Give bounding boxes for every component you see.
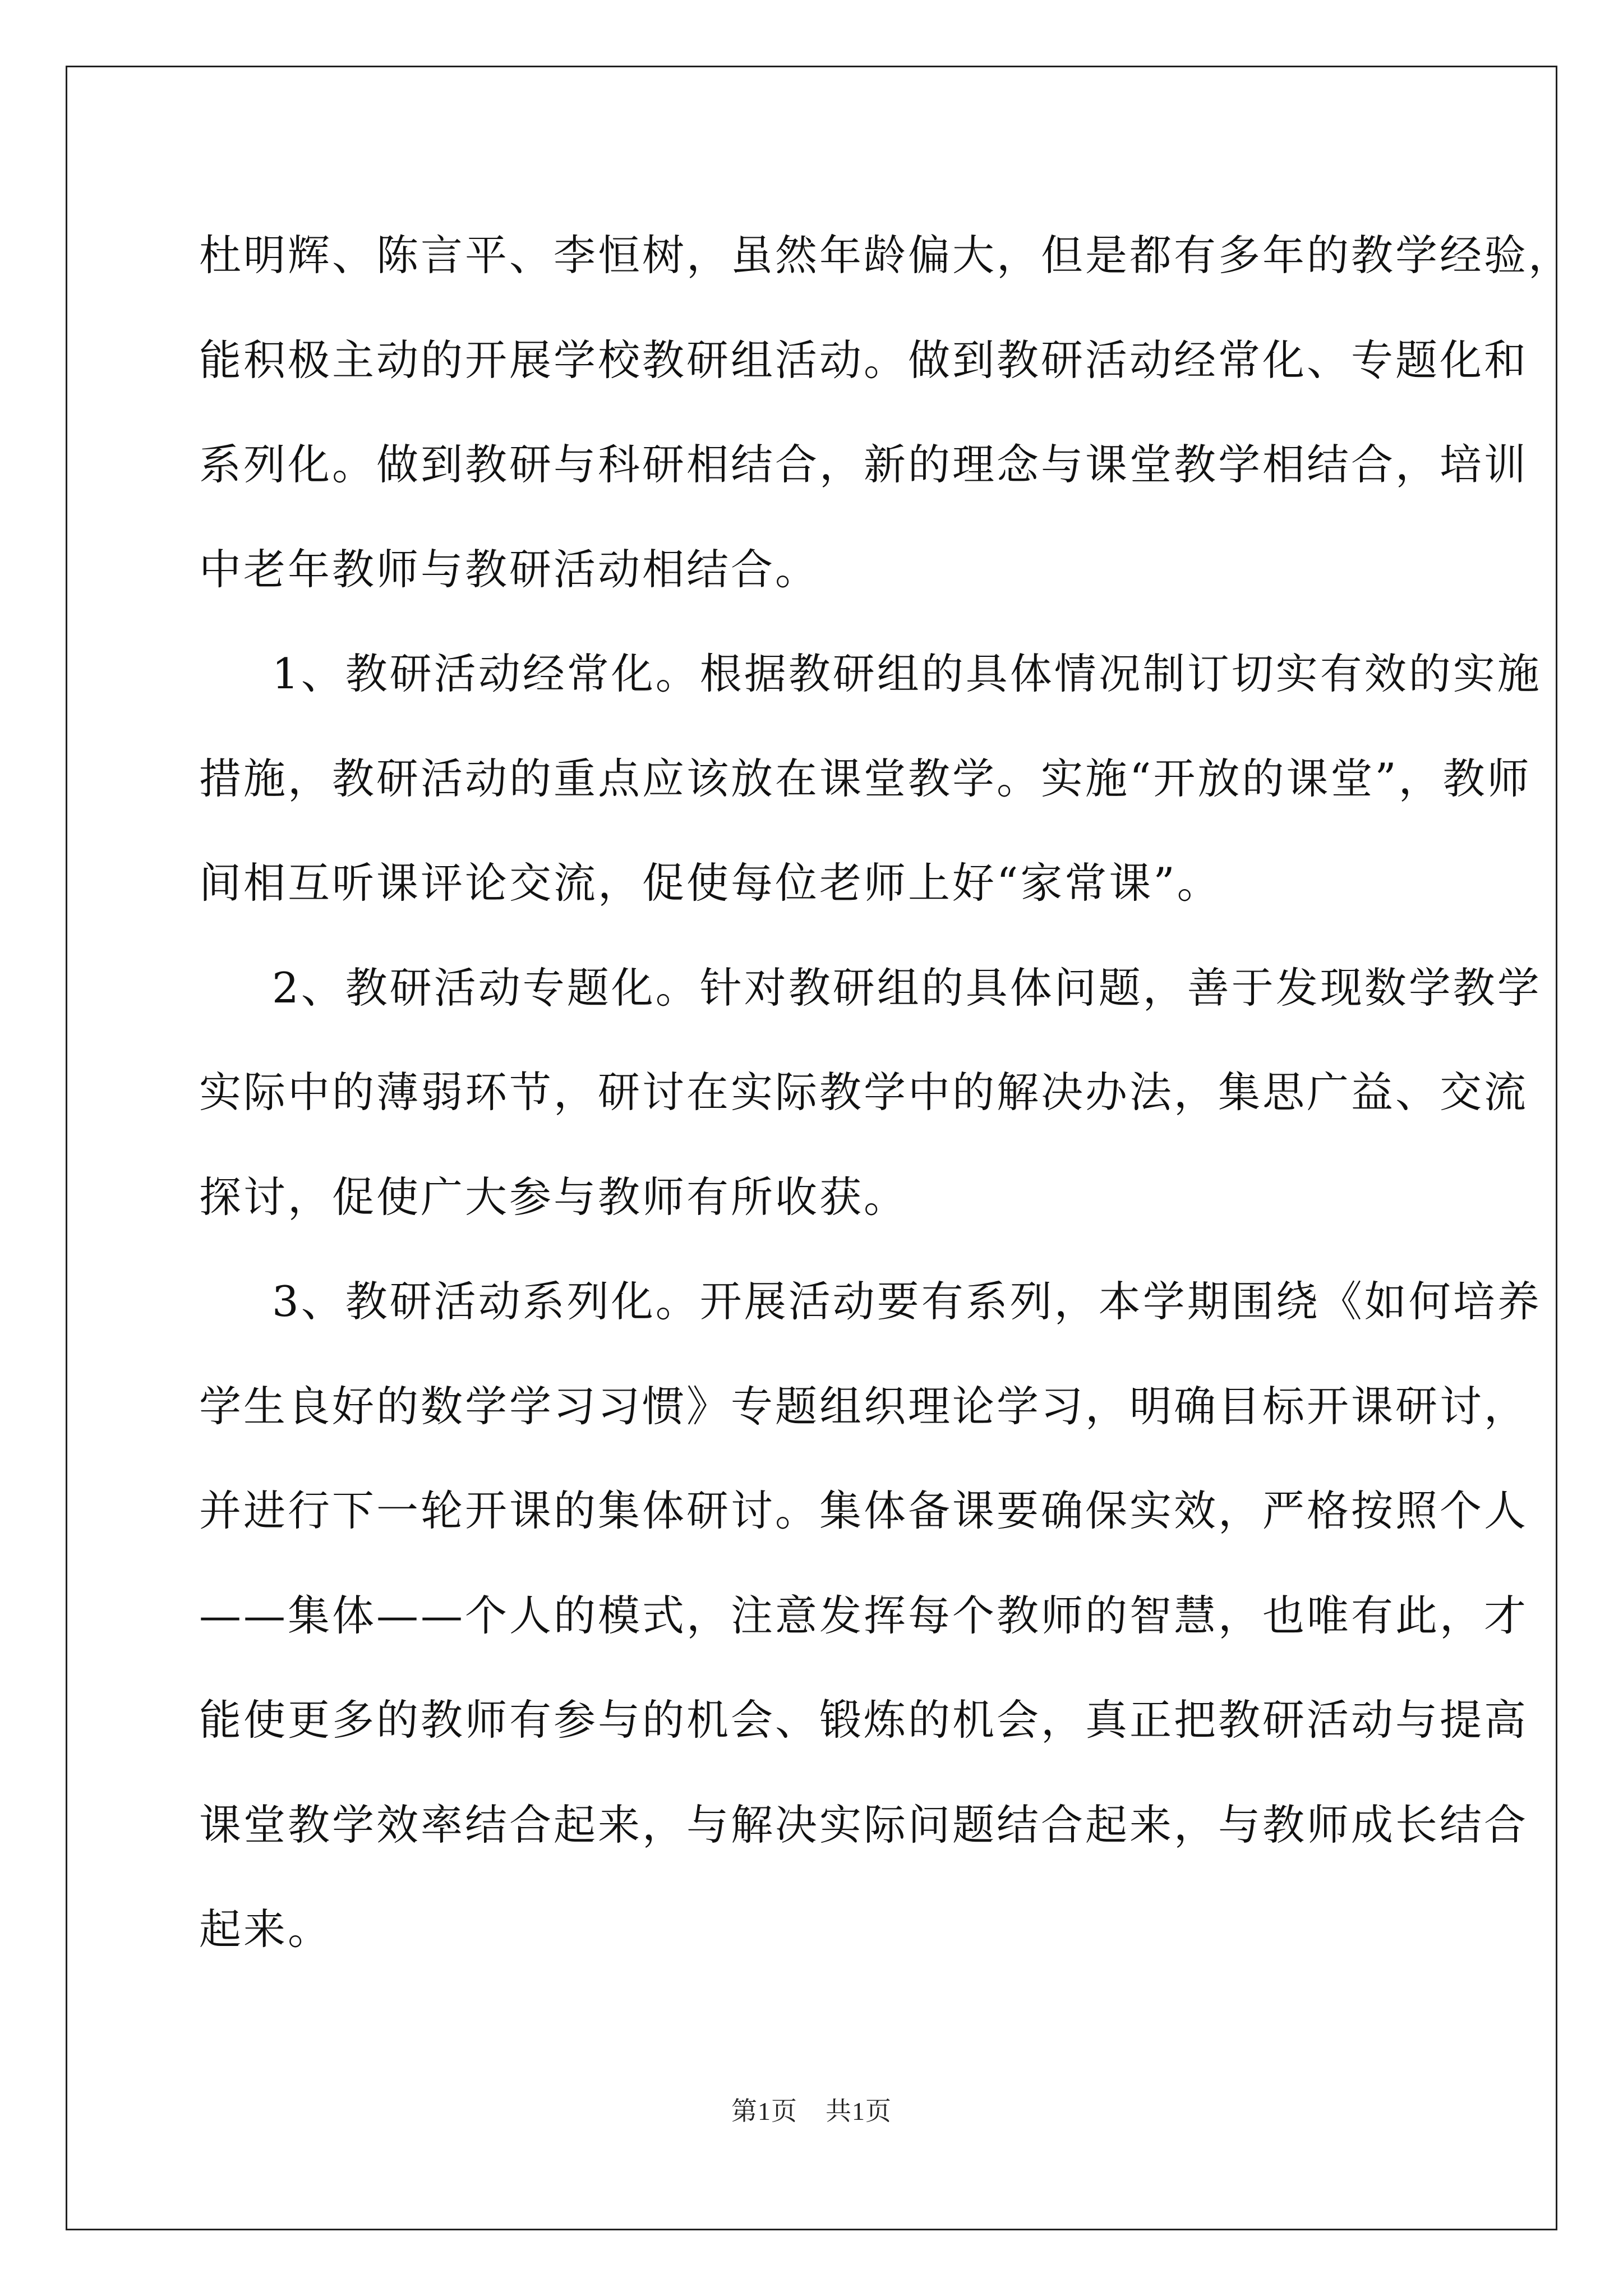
text-line: 3、教研活动系列化。开展活动要有系列，本学期围绕《如何培养: [272, 1277, 1542, 1326]
text-line: 措施，教研活动的重点应该放在课堂教学。实施“开放的课堂”，教师: [199, 753, 1532, 803]
text-line: 并进行下一轮开课的集体研讨。集体备课要确保实效，严格按照个人: [199, 1486, 1529, 1535]
paragraph-item-3: [199, 1249, 1542, 1982]
text-line: 能积极主动的开展学校教研组活动。做到教研活动经常化、专题化和: [199, 335, 1529, 385]
text-line: 2、教研活动专题化。针对教研组的具体问题，善于发现数学教学: [272, 963, 1542, 1013]
text-line: 间相互听课评论交流，促使每位老师上好“家常课”。: [199, 858, 1221, 908]
text-line: 课堂教学效率结合起来，与解决实际问题结合起来，与教师成长结合: [199, 1800, 1529, 1849]
text-line: 1、教研活动经常化。根据教研组的具体情况制订切实有效的实施: [272, 649, 1542, 698]
page-number: 第1页: [731, 2097, 797, 2125]
text-line: 实际中的薄弱环节，研讨在实际教学中的解决办法，集思广益、交流: [199, 1068, 1529, 1117]
text-line: 中老年教师与教研活动相结合。: [199, 544, 820, 594]
text-line: 杜明辉、陈言平、李恒树，虽然年龄偏大，但是都有多年的教学经验，: [199, 231, 1573, 280]
text-line: 起来。: [199, 1904, 333, 1954]
paragraph-item-2: [199, 936, 1542, 1250]
text-line: 学生良好的数学学习习惯》专题组织理论学习，明确目标开课研讨，: [199, 1381, 1529, 1431]
page-total: 共1页: [826, 2097, 892, 2125]
text-line: 系列化。做到教研与科研相结合，新的理念与课堂教学相结合，培训: [199, 440, 1529, 489]
page-footer: [0, 2091, 1623, 2128]
paragraph-intro: [199, 203, 1573, 622]
text-line: 探讨，促使广大参与教师有所收获。: [199, 1172, 909, 1222]
paragraph-item-1: [199, 622, 1542, 936]
text-line: 能使更多的教师有参与的机会、锻炼的机会，真正把教研活动与提高: [199, 1695, 1529, 1745]
text-line: ——集体——个人的模式，注意发挥每个教师的智慧，也唯有此，才: [199, 1590, 1529, 1640]
document-body: [199, 203, 1573, 1982]
